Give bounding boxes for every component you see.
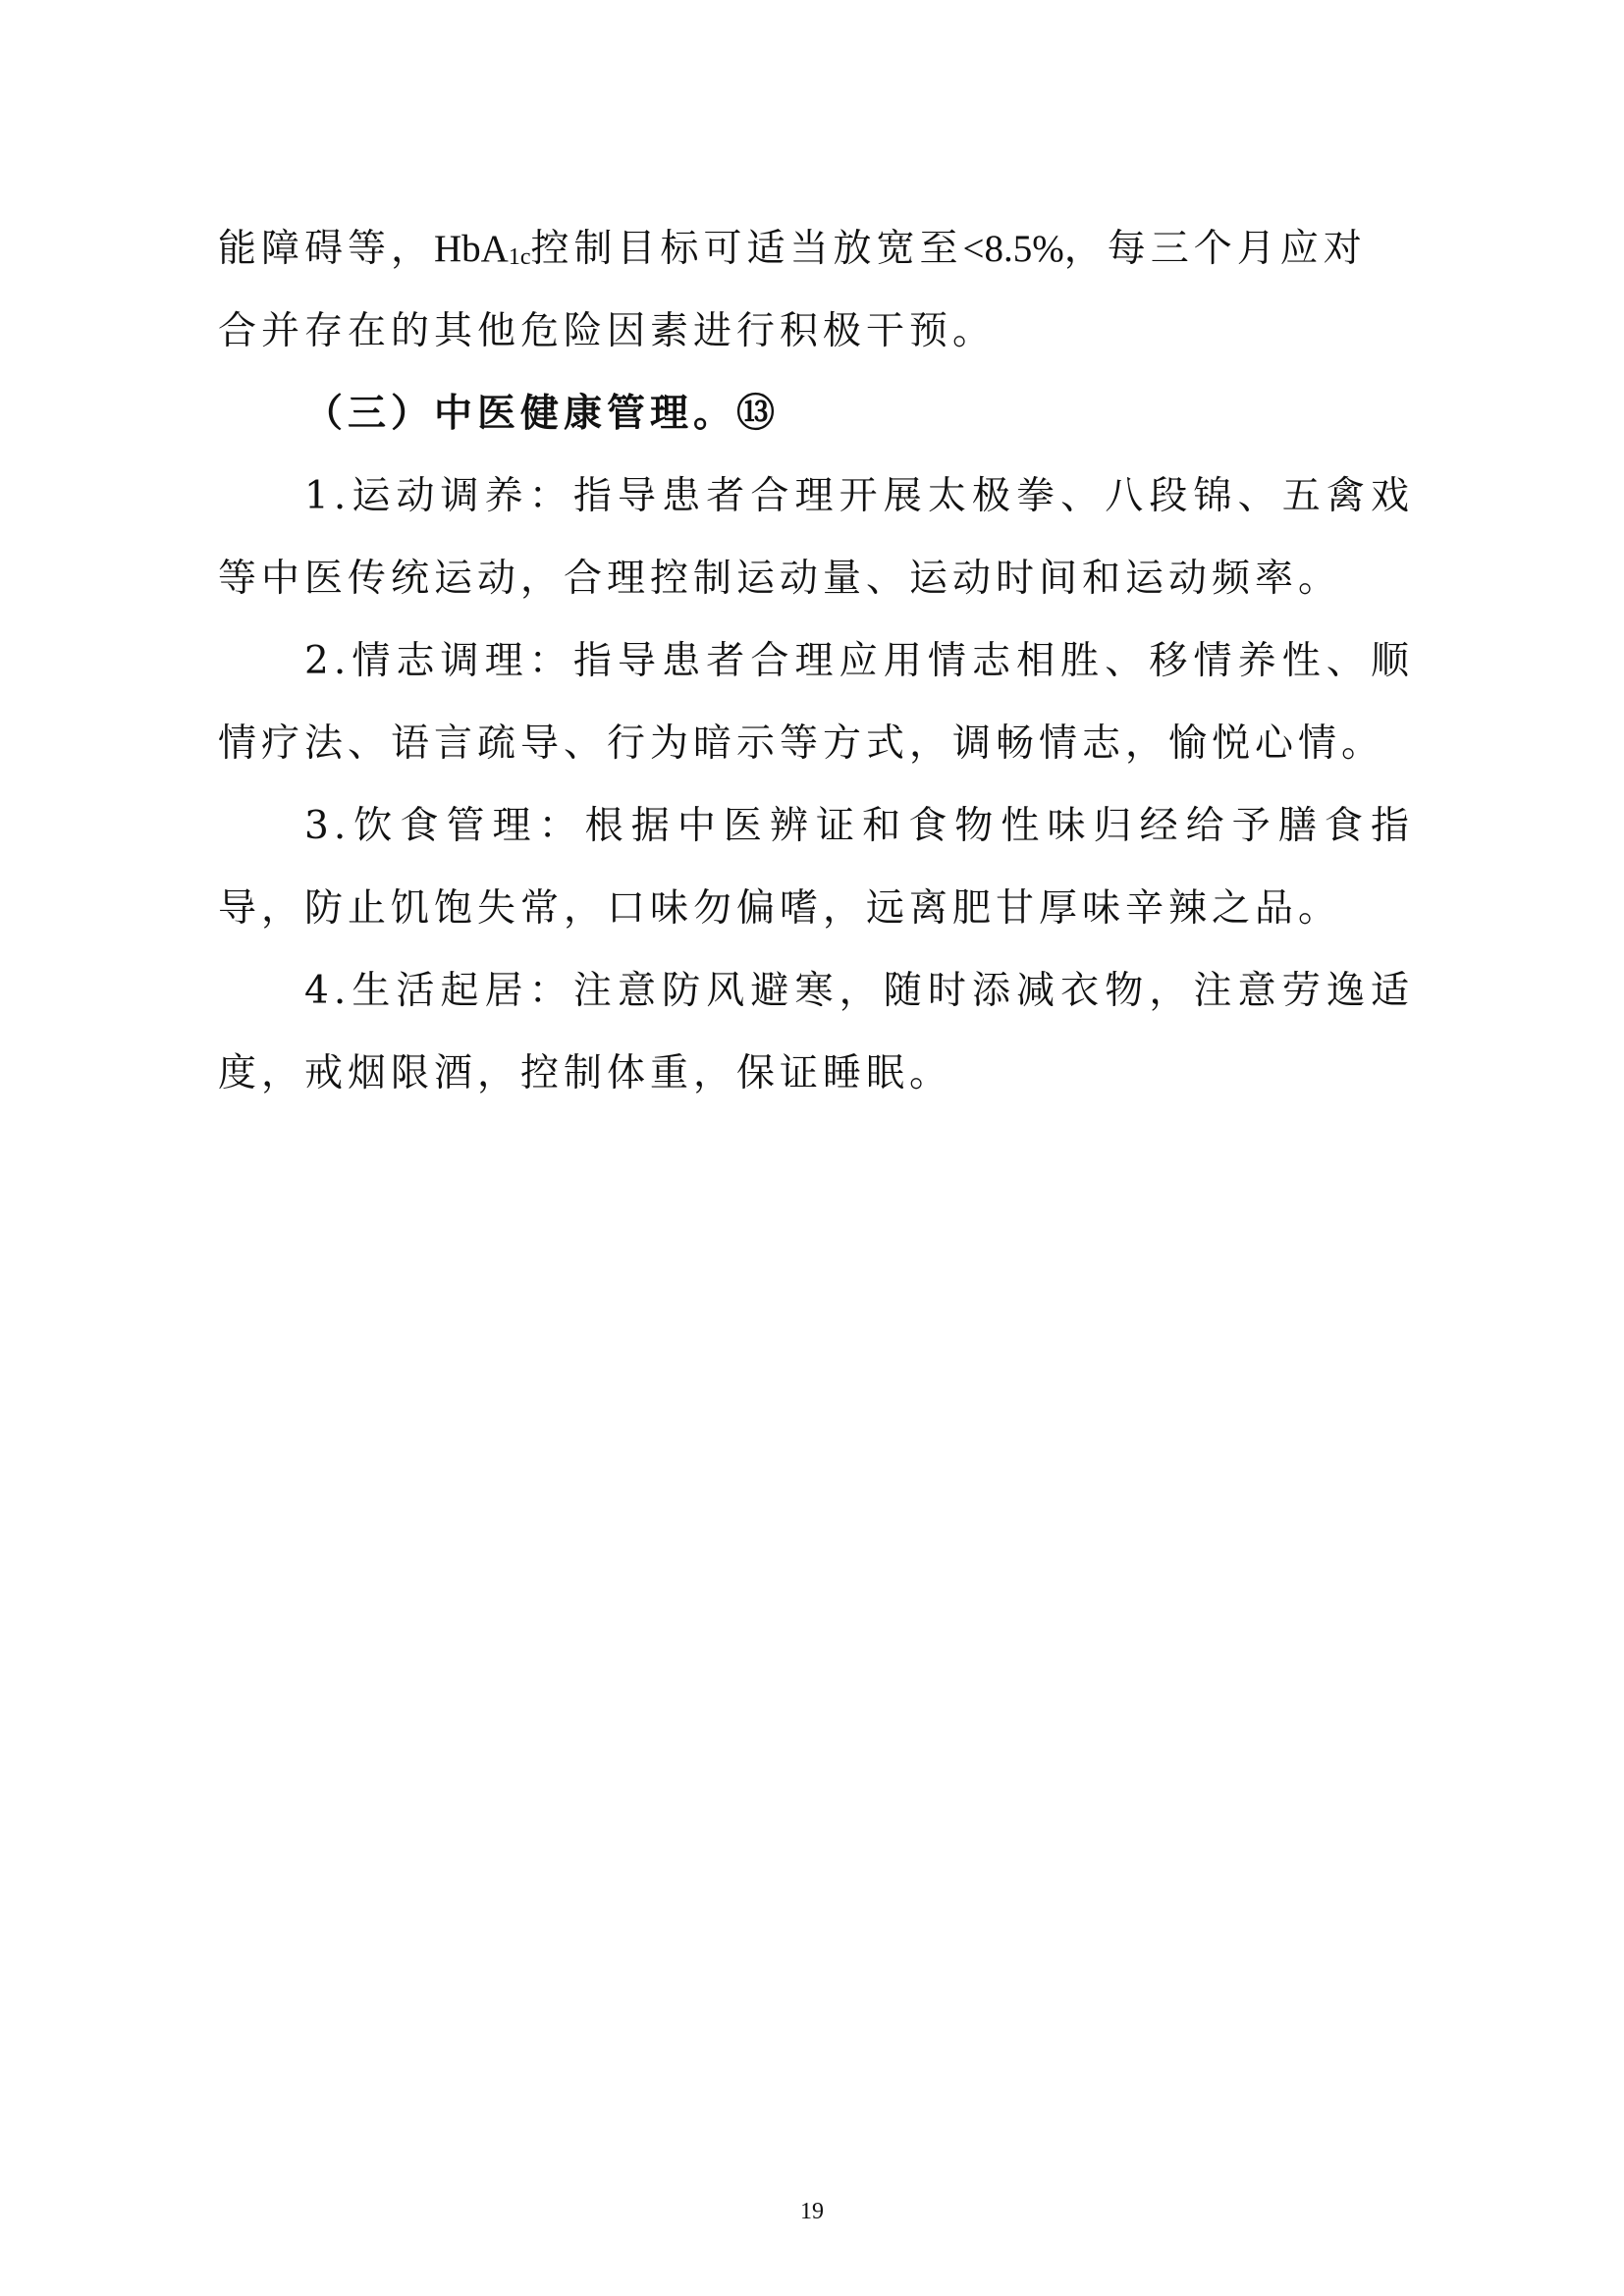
text-segment: 合并存在的其他危险因素进行积极干预。: [218, 309, 997, 353]
section-heading: （三）中医健康管理。⑬: [304, 392, 781, 436]
list-item: 4.生活起居：注意防风避寒，随时添减衣物，注意劳逸适度，戒烟限酒，控制体重，保证睡眠。: [218, 969, 1414, 1095]
paragraph-continuation: [218, 208, 1414, 373]
page-number: 19: [800, 2199, 824, 2224]
list-item: 1.运动调养：指导患者合理开展太极拳、八段锦、五禽戏等中医传统运动，合理控制运动量、运动时间和运动频率。: [218, 474, 1414, 601]
threshold-value: <8.5%: [962, 228, 1064, 270]
hba-subscript: 1c: [508, 244, 531, 270]
list-item: 2.情志调理：指导患者合理应用情志相胜、移情养性、顺情疗法、语言疏导、行为暗示等方式，调畅情志，愉悦心情。: [218, 639, 1414, 766]
text-segment: ，每三个月应对: [1063, 227, 1367, 271]
text-segment: 控制目标可适当放宽至: [530, 227, 963, 271]
text-segment: 能障碍等，: [218, 227, 435, 271]
list-item: 3.饮食管理：根据中医辨证和食物性味归经给予膳食指导，防止饥饱失常，口味勿偏嗜，远离肥甘厚味辛辣之品。: [218, 804, 1414, 931]
hba-term: HbA: [434, 228, 509, 270]
